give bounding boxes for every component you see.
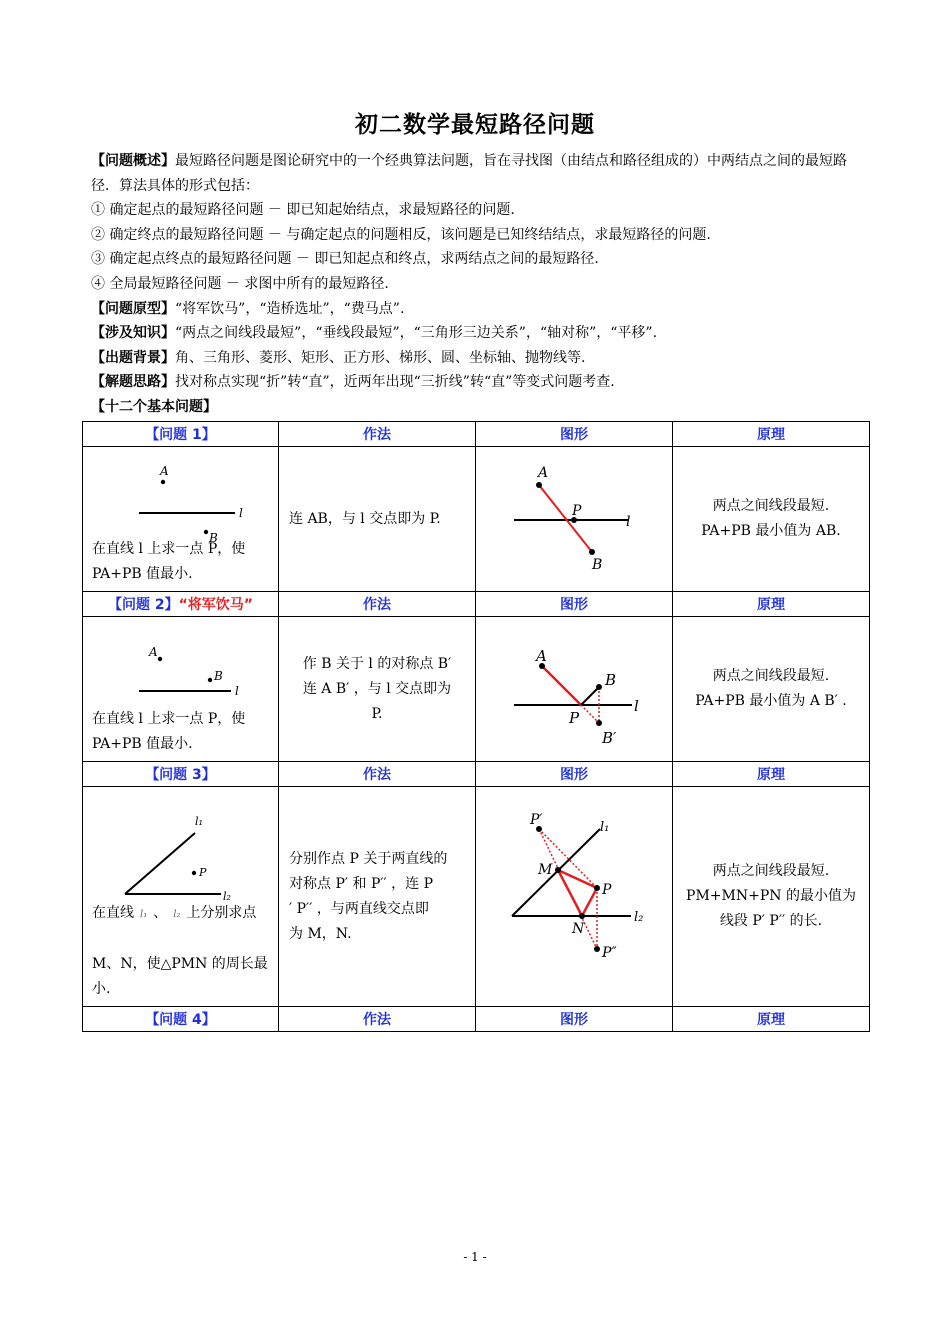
- label-n: N: [572, 921, 585, 937]
- desc-line-1: 在直线 l₁ 、 l₂ 上分别求点: [92, 905, 257, 921]
- method-line-1: 连 AB，与 l 交点即为 P.: [289, 510, 441, 527]
- label-b: B: [592, 557, 603, 573]
- intro-item-4: ④ 全局最短路径问题 － 求图中所有的最短路径.: [91, 275, 389, 292]
- method-line-2: 连 A B′ ，与 l 交点即为: [302, 680, 452, 697]
- background-tag: 【出题背景】: [91, 349, 175, 366]
- desc-line-2: PA+PB 值最小.: [92, 736, 193, 752]
- page-number: - 1 -: [463, 1250, 487, 1264]
- problem-2-diagram: [476, 617, 673, 761]
- problems-table: [82, 421, 870, 1032]
- problem-3-label: 【问题 3】: [83, 762, 279, 787]
- problem-4-header: [83, 1007, 870, 1032]
- background-text: 角、三角形、菱形、矩形、正方形、梯形、圆、坐标轴、抛物线等.: [175, 349, 586, 366]
- problem-3-description: [83, 787, 279, 1007]
- col-method-header: 作法: [279, 592, 476, 617]
- col-method-header: 作法: [279, 762, 476, 787]
- intro-item-2: ② 确定终点的最短路径问题 － 与确定起点的问题相反，该问题是已知终结结点，求最短路径的问题.: [91, 226, 711, 243]
- principle-line-1: 两点之间线段最短.: [712, 668, 830, 684]
- problem-2-label: 【问题 2】“将军饮马”: [83, 592, 279, 617]
- prototype-line: [91, 297, 866, 322]
- point-n: [579, 913, 585, 919]
- label-p: P: [572, 503, 582, 519]
- page-title: 初二数学最短路径问题: [355, 112, 595, 138]
- principle-line-2: PM+MN+PN 的最小值为: [686, 888, 856, 904]
- segment-ab: [539, 485, 592, 552]
- point-a: [536, 482, 542, 488]
- intro-item-3: ③ 确定起点终点的最短路径问题 － 即已知起点和终点，求两结点之间的最短路径.: [91, 251, 599, 268]
- principle-line-2: PA+PB 最小值为 AB.: [701, 523, 841, 539]
- col-method-header: 作法: [279, 422, 476, 447]
- label-b-prime: B′: [602, 729, 617, 747]
- label-l: l: [626, 514, 631, 530]
- problem-1-method: [279, 447, 476, 592]
- point-b-dot: [208, 678, 212, 682]
- knowledge-line: [91, 321, 866, 346]
- label-l2: l₂: [634, 910, 644, 925]
- col-figure-header: 图形: [476, 1007, 673, 1032]
- label-l1: l₁: [600, 820, 610, 835]
- segment-pb-prime: [581, 705, 599, 723]
- prototype-tag: 【问题原型】: [91, 300, 175, 317]
- point-a-dot: [158, 657, 162, 661]
- problem-3-principle: [673, 787, 870, 1007]
- label-m: M: [538, 862, 553, 878]
- method-line-3: ′ P′′ ，与两直线交点即: [289, 900, 429, 917]
- label-b: B: [605, 671, 617, 689]
- problem-3-row: [83, 787, 870, 1007]
- col-figure-header: 图形: [476, 762, 673, 787]
- method-line-1: 作 B 关于 l 的对称点 B′: [302, 655, 452, 672]
- label-l: l: [239, 506, 243, 520]
- problem-1-diagram: [476, 447, 673, 591]
- knowledge-tag: 【涉及知识】: [91, 325, 175, 342]
- label-l2: l₂: [223, 890, 231, 903]
- principle-line-1: 两点之间线段最短.: [712, 863, 830, 879]
- segment-ap: [542, 666, 581, 705]
- label-a: A: [536, 647, 547, 665]
- label-b: B: [214, 669, 223, 683]
- twelve-problems-heading: [91, 395, 866, 420]
- method-line-1: 分别作点 P 关于两直线的: [289, 850, 448, 867]
- problem-3-diagram: [476, 787, 673, 1006]
- twelve-tag: 【十二个基本问题】: [91, 398, 217, 415]
- problem-2-description: [83, 617, 279, 762]
- knowledge-text: “两点之间线段最短”，“垂线段最短”，“三角形三边关系”，“轴对称”，“平移”.: [175, 325, 658, 342]
- col-figure-header: 图形: [476, 422, 673, 447]
- point-b-dot: [204, 530, 208, 534]
- label-p: P: [199, 866, 207, 879]
- point-b: [589, 549, 595, 555]
- label-l: l: [235, 684, 239, 698]
- label-p: P: [602, 882, 612, 898]
- desc-line-2: PA+PB 值最小.: [92, 566, 193, 582]
- col-principle-header: 原理: [673, 422, 870, 447]
- problem-3-figure: [476, 787, 673, 1007]
- problem-1-principle: [673, 447, 870, 592]
- col-principle-header: 原理: [673, 592, 870, 617]
- point-m: [555, 867, 561, 873]
- label-p: P: [569, 709, 580, 727]
- problem-3-header: [83, 762, 870, 787]
- line-l1: [125, 833, 195, 894]
- point-b: [596, 684, 602, 690]
- problem-1-header: [83, 422, 870, 447]
- segment-pb: [581, 687, 599, 705]
- col-method-header: 作法: [279, 1007, 476, 1032]
- idea-tag: 【解题思路】: [91, 374, 175, 391]
- problem-2-principle: [673, 617, 870, 762]
- problem-2-header: [83, 592, 870, 617]
- intro-section: [91, 149, 866, 420]
- problem-2-row: [83, 617, 870, 762]
- intro-item-1: ① 确定起点的最短路径问题 － 即已知起始结点，求最短路径的问题.: [91, 202, 515, 219]
- problem-1-text: [92, 537, 272, 587]
- problem-2-nickname: “将军饮马”: [178, 597, 254, 613]
- overview-paragraph: [91, 149, 866, 198]
- label-l1: l₁: [195, 815, 203, 828]
- principle-line-1: 两点之间线段最短.: [712, 498, 830, 514]
- desc-line-1: 在直线 l 上求一点 P，使: [92, 541, 246, 557]
- label-a: A: [538, 465, 549, 481]
- problem-4-label: 【问题 4】: [83, 1007, 279, 1032]
- col-figure-header: 图形: [476, 592, 673, 617]
- problem-1-figure: [476, 447, 673, 592]
- idea-text: 找对称点实现“折”转“直”，近两年出现“三折线”转“直”等变式问题考查.: [175, 374, 615, 391]
- problem-1-description: [83, 447, 279, 592]
- method-line-3: P.: [371, 705, 383, 722]
- triangle-pmn: [558, 870, 597, 916]
- overview-text: 最短路径问题是图论研究中的一个经典算法问题，旨在寻找图（由结点和路径组成的）中两结点之间的最短路径．算法具体的形式包括：: [91, 153, 847, 194]
- problem-2-figure: [476, 617, 673, 762]
- line-l1: [512, 829, 600, 916]
- principle-line-3: 线段 P′ P′′ 的长.: [719, 913, 823, 929]
- problem-3-method: [279, 787, 476, 1007]
- desc-line-2: M、N，使△PMN 的周长最: [92, 956, 268, 972]
- problem-2-text: [92, 707, 272, 757]
- point-p-double: [594, 946, 600, 952]
- segment-p-prime-p: [539, 829, 597, 888]
- point-b-prime: [596, 720, 602, 726]
- idea-line: [91, 370, 866, 395]
- principle-line-2: PA+PB 最小值为 A B′ .: [695, 693, 847, 709]
- problem-1-row: [83, 447, 870, 592]
- problem-3-text: [92, 901, 272, 1002]
- overview-tag: 【问题概述】: [91, 153, 175, 169]
- point-p: [594, 885, 600, 891]
- desc-line-3: 小.: [92, 981, 111, 997]
- col-principle-header: 原理: [673, 762, 870, 787]
- label-a: A: [149, 645, 158, 659]
- point-a-dot: [161, 480, 165, 484]
- desc-line-1: 在直线 l 上求一点 P，使: [92, 711, 246, 727]
- background-line: [91, 346, 866, 371]
- label-l: l: [634, 697, 639, 715]
- label-b: B: [209, 531, 218, 545]
- method-line-2: 对称点 P′ 和 P′′ ，连 P: [289, 875, 434, 892]
- point-p-dot: [192, 871, 196, 875]
- label-p-double: P″: [602, 945, 617, 961]
- problem-2-method: [279, 617, 476, 762]
- col-principle-header: 原理: [673, 1007, 870, 1032]
- label-a: A: [160, 464, 169, 478]
- method-line-4: 为 M，N.: [289, 925, 352, 942]
- prototype-text: “将军饮马”，“造桥选址”，“费马点”.: [175, 300, 405, 317]
- problem-1-label: 【问题 1】: [83, 422, 279, 447]
- label-p-prime: P′: [530, 812, 543, 828]
